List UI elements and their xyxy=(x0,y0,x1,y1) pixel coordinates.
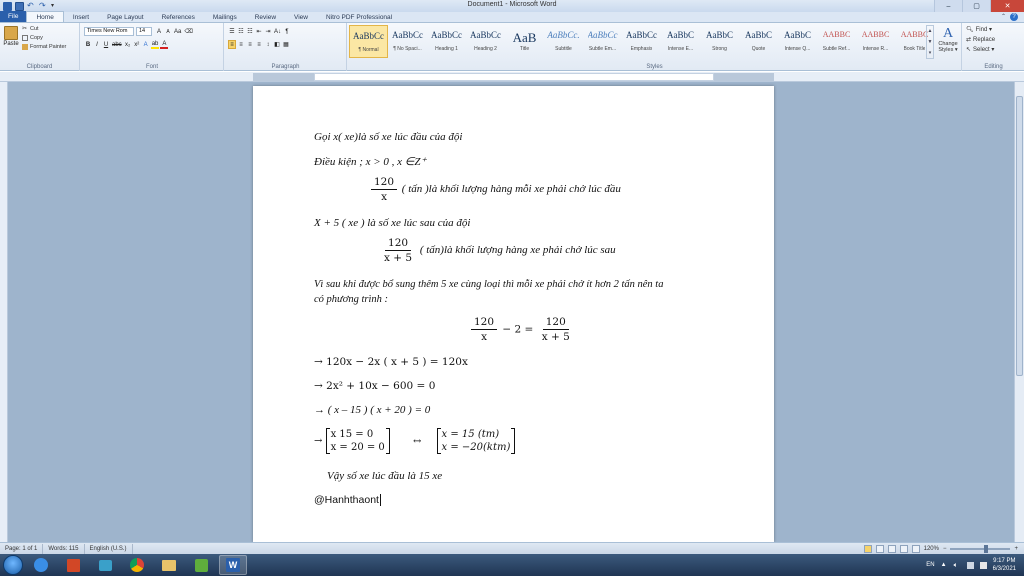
select-arrow-icon: ↖ xyxy=(966,47,972,53)
font-group-label: Font xyxy=(145,64,158,70)
maximize-button[interactable]: ▢ xyxy=(962,0,990,12)
tab-nitro-pdf[interactable]: Nitro PDF Professional xyxy=(326,13,393,21)
fraction-120-over-x: $\frac{120}{x}$ xyxy=(371,176,397,203)
format-painter-label: Format Painter xyxy=(30,44,67,50)
ribbon-home xyxy=(0,23,1024,71)
network-icon[interactable] xyxy=(967,562,974,569)
style-sample: AaBbCc xyxy=(392,30,423,40)
select-label: Select ▾ xyxy=(973,47,995,53)
style-sample: AaBbC xyxy=(706,30,733,40)
customize-qat-icon[interactable]: ▾ xyxy=(51,2,55,9)
editing-group-label: Editing xyxy=(984,64,1003,70)
internet-explorer-icon xyxy=(34,558,48,572)
style-sample: AaBbCc xyxy=(470,30,501,40)
close-button[interactable]: ✕ xyxy=(990,0,1024,12)
minimize-button[interactable]: – xyxy=(934,0,962,12)
style-name: ¶ Normal xyxy=(358,47,379,53)
copy-icon xyxy=(22,35,28,41)
font-size-select[interactable]: 14 xyxy=(136,27,152,36)
find-button[interactable] xyxy=(966,26,995,33)
cut-label: Cut xyxy=(30,26,39,32)
eq-fraction-left: $\frac{120}{x}$ xyxy=(471,316,497,343)
style-name: Emphasis xyxy=(630,46,653,52)
style-sample: AABBC xyxy=(822,30,851,39)
paragraph-group xyxy=(225,23,347,71)
style-tile[interactable] xyxy=(856,25,895,58)
ruler-left-margin xyxy=(253,73,314,81)
align-left-button[interactable]: ≡ xyxy=(228,40,236,49)
tab-references[interactable]: References xyxy=(161,13,195,21)
style-gallery-scroll[interactable] xyxy=(926,25,934,59)
style-sample: AaBbCc. xyxy=(547,30,580,40)
gallery-more-icon[interactable]: ▾ xyxy=(928,49,932,56)
ribbon-tabs xyxy=(0,12,1024,23)
superscript-button[interactable]: x² xyxy=(134,41,140,48)
style-tile[interactable] xyxy=(388,25,427,58)
scissors-icon: ✂ xyxy=(22,26,28,32)
cut-button[interactable] xyxy=(22,26,66,32)
chrome-taskbar-icon[interactable] xyxy=(123,555,151,575)
doc-line-5 xyxy=(379,237,616,264)
style-tile[interactable] xyxy=(349,25,388,58)
zoom-level[interactable]: 120% xyxy=(923,545,939,552)
language-indicator[interactable]: English (U.S.) xyxy=(85,544,133,554)
tab-insert[interactable]: Insert xyxy=(72,13,90,21)
page-count[interactable]: Page: 1 of 1 xyxy=(0,544,43,554)
style-tile[interactable] xyxy=(622,25,661,58)
align-right-button[interactable]: ≡ xyxy=(248,41,252,48)
gallery-down-icon[interactable]: ▼ xyxy=(927,38,933,45)
step-4-arrow: → xyxy=(314,435,323,447)
draft-view-button[interactable] xyxy=(912,545,920,553)
zoom-out-button[interactable]: − xyxy=(942,545,947,552)
tab-home[interactable]: Home xyxy=(26,11,63,22)
style-sample: AABBC xyxy=(861,30,890,39)
doc-line-4: X + 5 ( xe ) là số xe lúc sau của đội xyxy=(314,217,471,229)
status-bar xyxy=(0,542,1024,554)
signature-text: @Hanhthaont xyxy=(314,494,379,506)
style-tile[interactable] xyxy=(778,25,817,58)
system-right: x = 15 (tm) x = −20(ktm) xyxy=(437,428,516,454)
numbering-button[interactable]: ☷ xyxy=(238,29,244,35)
fraction-120-over-x-plus-5: $\frac{120}{x + 5}$ xyxy=(384,237,413,264)
chrome-icon xyxy=(130,558,144,572)
style-tile[interactable] xyxy=(583,25,622,58)
zoom-slider-knob[interactable] xyxy=(984,545,988,553)
eq-fraction-right: $\frac{120}{x + 5}$ xyxy=(541,316,570,343)
zoom-slider[interactable] xyxy=(950,548,1010,550)
bullets-button[interactable]: ☰ xyxy=(229,29,235,35)
grow-font-button[interactable]: A xyxy=(156,28,161,35)
volume-icon[interactable]: 🔈︎ xyxy=(953,561,958,569)
text-cursor xyxy=(380,494,381,506)
style-tile[interactable] xyxy=(817,25,856,58)
show-hidden-icons-icon[interactable]: ▲ xyxy=(940,561,947,568)
paste-icon xyxy=(4,26,18,40)
print-layout-view-button[interactable] xyxy=(864,545,872,553)
start-button[interactable] xyxy=(3,555,23,575)
undo-icon[interactable]: ↶ xyxy=(27,0,34,10)
word-taskbar-icon[interactable] xyxy=(219,555,247,575)
style-gallery xyxy=(349,25,934,58)
word-count[interactable]: Words: 115 xyxy=(43,544,84,554)
style-tile[interactable] xyxy=(700,25,739,58)
zoom-in-button[interactable]: + xyxy=(1014,545,1018,552)
select-button[interactable] xyxy=(966,46,995,53)
tab-view[interactable]: View xyxy=(294,13,308,21)
ie-taskbar-icon[interactable] xyxy=(27,555,55,575)
style-tile[interactable] xyxy=(466,25,505,58)
clear-formatting-button[interactable]: ⌫ xyxy=(184,29,193,35)
tab-file[interactable]: File xyxy=(0,11,26,22)
media-taskbar-icon[interactable] xyxy=(91,555,119,575)
help-icon[interactable]: ? xyxy=(1010,13,1018,21)
copy-button[interactable] xyxy=(22,35,66,41)
signature-line xyxy=(314,494,381,506)
italic-button[interactable]: I xyxy=(96,41,98,48)
word-app-icon[interactable] xyxy=(3,2,12,11)
step-2: → 2x² + 10x − 600 = 0 xyxy=(314,380,436,392)
paste-button[interactable] xyxy=(3,26,19,56)
style-name: Heading 1 xyxy=(435,46,458,52)
style-name: Strong xyxy=(712,46,727,52)
style-name: Intense Q... xyxy=(784,46,811,52)
system-left: x 15 = 0 x = 20 = 0 xyxy=(326,428,390,454)
folder-icon xyxy=(162,560,176,571)
line-spacing-button[interactable]: ↕ xyxy=(266,41,270,48)
clipboard-group-label: Clipboard xyxy=(26,64,53,70)
doc-line-5-text: ( tấn)là khối lượng hàng xe phải chở lúc sau xyxy=(419,244,616,257)
tab-mailings[interactable]: Mailings xyxy=(212,13,237,21)
clock-time: 9:17 PM xyxy=(993,558,1016,564)
binoculars-icon: 🔍︎ xyxy=(966,27,974,33)
input-language[interactable]: EN xyxy=(926,562,935,568)
redo-icon[interactable]: ↷ xyxy=(39,0,46,10)
doc-line-1: Gọi x( xe)là số xe lúc đầu của đội xyxy=(314,131,463,143)
horizontal-ruler[interactable] xyxy=(0,72,1024,82)
style-name: Title xyxy=(519,46,530,52)
powerpoint-icon xyxy=(67,559,80,572)
system-tray xyxy=(926,557,1024,573)
game-app-icon xyxy=(195,559,208,572)
ruler-text-area[interactable] xyxy=(314,73,714,81)
style-sample: AaBbCc xyxy=(353,31,384,41)
shrink-font-button[interactable]: A xyxy=(166,28,170,35)
style-sample: AaB xyxy=(512,30,537,43)
change-styles-label: Change Styles ▾ xyxy=(938,41,958,53)
text-effects-button[interactable]: A xyxy=(143,41,148,48)
replace-label: Replace xyxy=(973,36,996,43)
paintbrush-icon xyxy=(22,44,28,50)
change-styles-button[interactable] xyxy=(936,27,960,53)
vertical-ruler[interactable] xyxy=(0,82,8,542)
full-screen-reading-button[interactable] xyxy=(876,545,884,553)
styles-group-label: Styles xyxy=(646,64,663,70)
paste-label: Paste xyxy=(3,41,19,47)
style-name: Subtle Em... xyxy=(588,46,617,52)
style-name: Subtitle xyxy=(555,46,572,52)
window-title: Document1 - Microsoft Word xyxy=(467,1,557,8)
media-player-icon xyxy=(99,560,112,571)
clock-date: 6/3/2021 xyxy=(992,566,1016,572)
bold-button[interactable]: B xyxy=(85,41,91,48)
gallery-up-icon[interactable]: ▲ xyxy=(927,28,933,35)
system-clock[interactable] xyxy=(993,557,1016,573)
action-center-flag-icon[interactable] xyxy=(980,562,987,569)
replace-icon: ⇄ xyxy=(966,37,972,43)
style-name: ¶ No Spaci... xyxy=(393,46,422,52)
step-4 xyxy=(314,428,515,454)
vertical-scrollbar[interactable] xyxy=(1014,82,1024,542)
conclusion: Vậy số xe lúc đầu là 15 xe xyxy=(327,470,443,482)
increase-indent-button[interactable]: ⇥ xyxy=(265,29,271,35)
main-equation xyxy=(469,316,575,343)
save-icon[interactable] xyxy=(15,2,24,11)
eq-middle: − 2 = xyxy=(502,323,534,336)
explorer-taskbar-icon[interactable] xyxy=(155,555,183,575)
doc-line-2: Điều kiện ; x > 0 , x ∈Z⁺ xyxy=(314,156,427,168)
clipboard-group xyxy=(0,23,80,71)
outline-view-button[interactable] xyxy=(900,545,908,553)
step-1: → 120x − 2x ( x + 5 ) = 120x xyxy=(314,356,468,368)
sort-button[interactable]: A↓ xyxy=(274,28,282,35)
tab-page-layout[interactable]: Page Layout xyxy=(107,13,144,21)
format-painter-button[interactable] xyxy=(22,44,66,50)
font-color-button[interactable]: A xyxy=(160,40,168,49)
highlight-button[interactable]: ab xyxy=(151,40,160,49)
tab-review[interactable]: Review xyxy=(254,13,277,21)
style-name: Intense R... xyxy=(862,46,889,52)
paragraph-group-label: Paragraph xyxy=(271,64,300,70)
find-label: Find ▾ xyxy=(975,27,992,33)
change-case-button[interactable]: Aa xyxy=(174,28,182,35)
web-layout-button[interactable] xyxy=(888,545,896,553)
font-name-select[interactable]: Times New Rom xyxy=(84,27,134,36)
style-name: Heading 2 xyxy=(474,46,497,52)
ruler-right-margin xyxy=(714,73,774,81)
shading-button[interactable]: ◧ xyxy=(274,42,280,48)
subscript-button[interactable]: x₂ xyxy=(125,41,131,48)
justify-button[interactable]: ≡ xyxy=(257,41,261,48)
center-button[interactable]: ≡ xyxy=(239,41,243,48)
style-tile[interactable] xyxy=(661,25,700,58)
doc-line-3-text: ( tấn )là khối lượng hàng mỗi xe phải chở lúc đầu xyxy=(401,183,621,196)
document-page[interactable] xyxy=(253,86,774,542)
strikethrough-button[interactable]: abc xyxy=(112,41,122,48)
scrollbar-thumb[interactable] xyxy=(1016,96,1023,376)
doc-line-6b: có phương trình : xyxy=(314,294,389,305)
title-bar xyxy=(0,0,1024,12)
style-sample: AaBbC xyxy=(667,30,694,40)
show-marks-button[interactable]: ¶ xyxy=(285,28,289,35)
style-sample: AaBbC xyxy=(745,30,772,40)
style-sample: AABBC xyxy=(900,30,929,39)
document-workspace xyxy=(0,82,1024,542)
change-styles-icon: A xyxy=(942,26,954,41)
style-name: Book Title xyxy=(903,46,926,52)
style-sample: AaBbCc xyxy=(587,30,618,40)
style-tile[interactable] xyxy=(427,25,466,58)
borders-button[interactable]: ▦ xyxy=(283,42,289,48)
style-tile[interactable] xyxy=(505,25,544,58)
equivalence-arrow: ↔ xyxy=(412,435,422,447)
style-tile[interactable] xyxy=(544,25,583,58)
style-sample: AaBbCc xyxy=(626,30,657,40)
decrease-indent-button[interactable]: ⇤ xyxy=(256,29,262,35)
style-sample: AaBbCc xyxy=(431,30,462,40)
style-name: Quote xyxy=(751,46,766,52)
style-name: Subtle Ref... xyxy=(822,46,851,52)
copy-label: Copy xyxy=(30,35,43,41)
step-3: → ( x – 15 ) ( x + 20 ) = 0 xyxy=(314,404,431,416)
style-sample: AaBbC xyxy=(784,30,811,40)
style-name: Intense E... xyxy=(667,46,694,52)
doc-line-3 xyxy=(369,176,621,203)
style-tile[interactable] xyxy=(739,25,778,58)
underline-button[interactable]: U xyxy=(103,41,109,48)
font-group xyxy=(81,23,224,71)
replace-button[interactable] xyxy=(966,36,995,43)
doc-line-6a: Vì sau khi được bổ sung thêm 5 xe cùng loại thì mỗi xe phải chở ít hơn 2 tấn nên ta xyxy=(314,279,664,290)
minimize-ribbon-icon[interactable]: ⌃ xyxy=(1000,14,1006,20)
windows-taskbar xyxy=(0,554,1024,576)
game-taskbar-icon[interactable] xyxy=(187,555,215,575)
powerpoint-taskbar-icon[interactable] xyxy=(59,555,87,575)
multilevel-list-button[interactable]: ☷ xyxy=(247,29,253,35)
word-icon: W xyxy=(226,558,240,572)
